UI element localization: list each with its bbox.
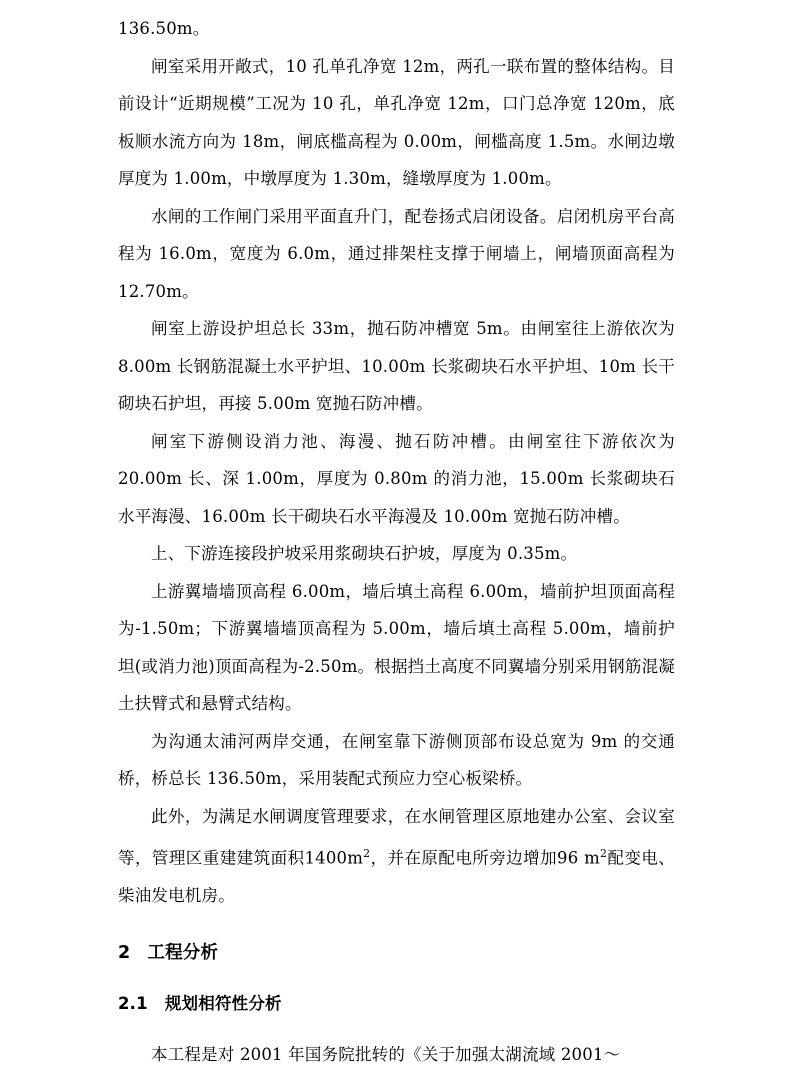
heading-planning-conformity-text: 规划相符性分析 bbox=[165, 994, 282, 1013]
paragraph-management-area-part2: ，并在原配电所旁边增加96 m bbox=[370, 849, 600, 868]
heading-planning-conformity-number: 2.1 bbox=[118, 984, 148, 1024]
paragraph-management-area bbox=[118, 798, 675, 915]
paragraph-state-council-approval: 本工程是对 2001 年国务院批转的《关于加强太湖流域 2001～ bbox=[118, 1024, 675, 1073]
superscript-square-meter-2: 2 bbox=[600, 847, 607, 860]
superscript-square-meter-1: 2 bbox=[363, 847, 370, 860]
paragraph-wing-wall: 上游翼墙墙顶高程 6.00m，墙后填土高程 6.00m，墙前护坦顶面高程为-1.50m；下游翼墙墙顶高程为 5.00m，墙后填土高程 5.00m，墙前护坦(或消力池)顶面高程为-2.50m。根据挡土高度不同翼墙分别采用钢筋混凝土扶臂式和悬臂式结构。 bbox=[118, 573, 675, 723]
paragraph-sluice-chamber: 闸室采用开敞式，10 孔单孔净宽 12m，两孔一联布置的整体结构。目前设计“近期规模”工况为 10 孔，单孔净宽 12m，口门总净宽 120m，底板顺水流方向为 18m，闸底槛高程为 0.00m，闸槛高度 1.5m。水闸边墩厚度为 1.00m，中墩厚度为 1.30m，缝墩厚度为 1.00m。 bbox=[118, 48, 675, 198]
paragraph-slope-protection: 上、下游连接段护坡采用浆砌块石护坡，厚度为 0.35m。 bbox=[118, 535, 675, 573]
paragraph-management-area-part3: 配变电、柴油发电机房。 bbox=[118, 849, 675, 906]
heading-project-analysis-text: 工程分析 bbox=[147, 943, 218, 963]
heading-project-analysis-number: 2 bbox=[118, 933, 130, 973]
paragraph-elevation: 136.50m。 bbox=[118, 10, 675, 48]
document-body bbox=[118, 10, 675, 1073]
paragraph-management-area-part1: 此外，为满足水闸调度管理要求，在水闸管理区原地建办公室、会议室等，管理区重建建筑面积1400m bbox=[118, 807, 675, 868]
paragraph-upstream-apron: 闸室上游设护坦总长 33m，抛石防冲槽宽 5m。由闸室往上游依次为 8.00m 长钢筋混凝土水平护坦、10.00m 长浆砌块石水平护坦、10m 长干砌块石护坦，再接 5.00m 宽抛石防冲槽。 bbox=[118, 310, 675, 423]
paragraph-traffic-bridge: 为沟通太浦河两岸交通，在闸室靠下游侧顶部布设总宽为 9m 的交通桥，桥总长 136.50m，采用装配式预应力空心板梁桥。 bbox=[118, 723, 675, 798]
heading-planning-conformity bbox=[118, 973, 675, 1024]
paragraph-gate-equipment: 水闸的工作闸门采用平面直升门，配卷扬式启闭设备。启闭机房平台高程为 16.0m，宽度为 6.0m，通过排架柱支撑于闸墙上，闸墙顶面高程为 12.70m。 bbox=[118, 198, 675, 311]
paragraph-downstream-stilling-basin: 闸室下游侧设消力池、海漫、抛石防冲槽。由闸室往下游依次为 20.00m 长、深 1.00m，厚度为 0.80m 的消力池，15.00m 长浆砌块石水平海漫、16.00m 长干砌块石水平海漫及 10.00m 宽抛石防冲槽。 bbox=[118, 423, 675, 536]
heading-project-analysis bbox=[118, 915, 675, 973]
